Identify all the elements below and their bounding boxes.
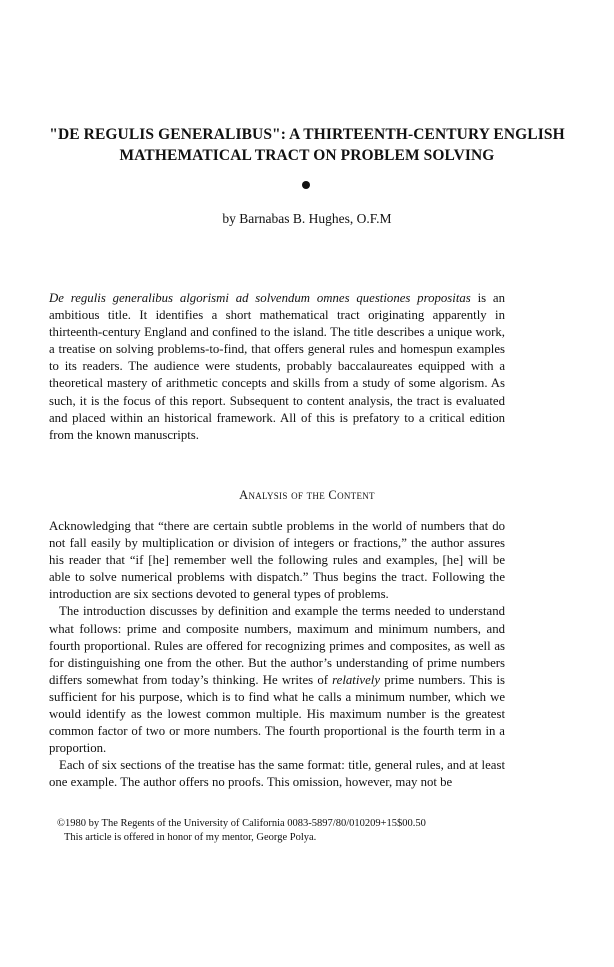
bullet-ornament [302,181,310,189]
paragraph-1: Acknowledging that “there are certain subtle problems in the world of numbers that do not fall easily by multiplication or division of integers or fractions,” the author assures his reader that “if [he] remember well the following rules and examples, [he] will be able to solve numerical problems with dispatch.” Thus begins the tract. Following the introduction are six sections devoted to general types of problems. [49,519,505,602]
copyright-line: ©1980 by The Regents of the University of California 0083-5897/80/010209+15$00.50 [57,818,426,829]
dedication-line: This article is offered in honor of my mentor, George Polya. [64,831,317,843]
abstract-text: is an ambitious title. It identifies a short mathematical tract originating apparently in thirteenth-century England and confined to the island. The title describes a unique work, a treatise on solving problems-to-find, that offers general rules and homespun examples to its readers. The audience were students, probably baccalaureates equipped with a theoretical mastery of arithmetic concepts and skills from a study of some algorism. As such, it is the focus of this report. Subsequent to content analysis, the tract is evaluated and placed within an historical framework. All of this is prefatory to a critical edition from the known manuscripts. [49,291,505,442]
paragraph-2-italic: relatively [332,672,381,687]
paragraph-2-end: prime numbers. This is sufficient for his purpose, which is to find what he calls a minimum number, which we would identify as the lowest common multiple. His maximum number is the greatest common factor of two or more numbers. The fourth proportional is the fourth term in a proportion. [49,672,505,756]
abstract-paragraph [49,290,505,444]
abstract [49,290,505,444]
section-heading: Analysis of the Content [239,488,375,502]
footnote [57,817,517,844]
paragraph-2-start: The introduction discusses by definition and example the terms needed to understand what follows: prime and composite numbers, maximum and minimum numbers, and fourth proportional. Rules are offered for recognizing primes and composites, as well as for distinguishing one from the other. But the author’s understanding of prime numbers differs somewhat from today’s thinking. He writes of [49,604,505,687]
article-title: "DE REGULIS GENERALIBUS": A THIRTEENTH-CENTURY ENGLISH MATHEMATICAL TRACT ON PROBLEM SOLVING [49,126,565,164]
paragraph-3: Each of six sections of the treatise has the same format: title, general rules, and at least one example. The author offers no proofs. This omission, however, may not be [49,758,505,790]
paragraph-2 [49,603,505,757]
author-byline: by Barnabas B. Hughes, O.F.M [222,211,392,226]
abstract-italic-title: De regulis generalibus algorismi ad solvendum omnes questiones propositas [49,291,471,305]
main-text [49,518,505,792]
